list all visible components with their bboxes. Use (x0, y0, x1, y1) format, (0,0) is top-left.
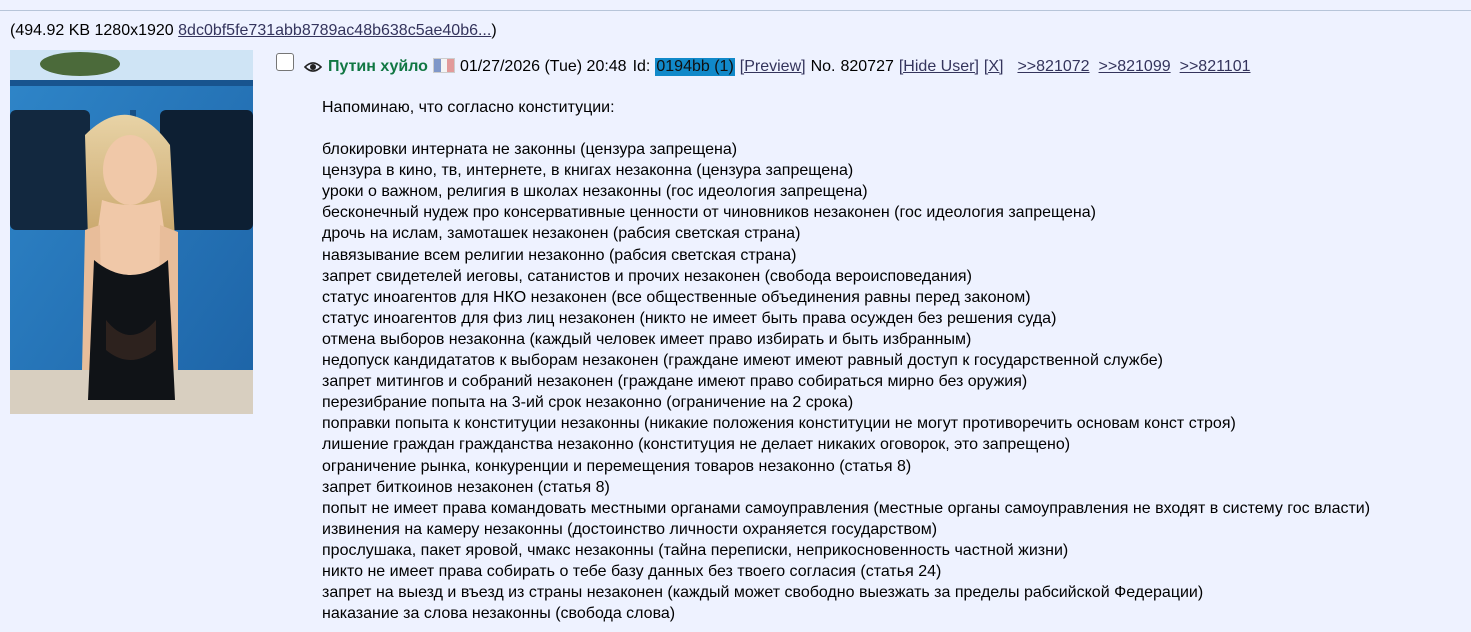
message-line: статус иноагентов для физ лиц незаконен (никто не имеет быть права осужден без решения суда) (322, 309, 1057, 327)
message-line: цензура в кино, тв, интернете, в книгах незаконна (цензура запрещена) (322, 162, 854, 180)
message-line: поправки попыта к конституции незаконны (никакие положения конституции не могут противоречить основам конст строя) (322, 415, 1236, 433)
post-datetime: 01/27/2026 (Tue) 20:48 (459, 58, 627, 75)
flag-france-icon (433, 58, 455, 73)
reply-backlink[interactable]: >>821072 (1017, 58, 1090, 75)
post-image-thumbnail[interactable] (10, 50, 253, 414)
message-line: лишение граждан гражданства незаконно (конституция не делает никаких оговорок, это запрещено) (322, 436, 1071, 454)
post-select-checkbox[interactable] (276, 53, 294, 71)
message-line: перезибрание попыта на 3-ий срок незаконно (ограничение на 2 срока) (322, 394, 854, 412)
hide-user-link[interactable]: [Hide User] (898, 58, 979, 75)
divider (0, 10, 1471, 11)
message-line: запрет свидетелей иеговы, сатанистов и прочих незаконен (свобода вероисповедания) (322, 267, 972, 285)
message-line: недопуск кандидататов к выборам незаконен (граждане имеют имеют равный доступ к государственной службе) (322, 352, 1163, 370)
file-info-size: (494.92 KB 1280x1920 (10, 22, 179, 39)
eye-icon[interactable] (304, 61, 324, 73)
message-line: отмена выборов незаконна (каждый человек имеет право избирать и быть избранным) (322, 330, 972, 348)
message-line: навязывание всем религии незаконно (рабсия светская страна) (322, 246, 797, 264)
post-number-label: No. (810, 58, 836, 75)
message-line: запрет митингов и собраний незаконен (граждане имеют право собираться мирно без оружия) (322, 373, 1028, 391)
message-line: запрет биткоинов незаконен (статья 8) (322, 478, 610, 496)
message-line: дрочь на ислам, замоташек незаконен (рабсия светская страна) (322, 225, 801, 243)
id-label: Id: (632, 58, 651, 75)
close-post-link[interactable]: [X] (983, 58, 1004, 75)
message-line: уроки о важном, религия в школах незаконны (гос идеология запрещена) (322, 183, 868, 201)
message-line: никто не имеет права собирать о тебе базу данных без твоего согласия (статья 24) (322, 562, 942, 580)
message-line: наказание за слова незаконны (свобода слова) (322, 605, 676, 623)
message-line: извинения на камеру незаконны (достоинство личности охраняется государством) (322, 520, 938, 538)
reply-backlink[interactable]: >>821099 (1098, 58, 1171, 75)
reply-backlink[interactable]: >>821101 (1179, 58, 1251, 75)
file-info (10, 22, 497, 40)
file-info-suffix: ) (491, 22, 497, 39)
message-line: запрет на выезд и въезд из страны незаконен (каждый может свободно выезжать за пределы рабсийской Федерации) (322, 584, 1204, 602)
post-message (322, 97, 1370, 624)
message-line: ограничение рынка, конкуренции и перемещения товаров незаконно (статья 8) (322, 457, 912, 475)
file-hash-link[interactable]: 8dc0bf5fe731abb8789ac48b638c5ae40b6... (178, 22, 492, 39)
poster-id-badge[interactable]: 0194bb (1) (656, 58, 734, 75)
message-line: попыт не имеет права командовать местными органами самоуправления (местные органы самоуправления не входят в систему гос власти) (322, 499, 1371, 517)
message-line: прослушака, пакет яровой, чмакс незаконны (тайна переписки, неприкосновенность частной жизни) (322, 541, 1069, 559)
post-header (276, 56, 1251, 78)
preview-link[interactable]: [Preview] (739, 58, 806, 75)
poster-name: Путин хуйло (328, 58, 428, 75)
message-intro: Напоминаю, что согласно конституции: (322, 99, 615, 116)
post-number-link[interactable]: 820727 (840, 58, 894, 75)
message-line: статус иноагентов для НКО незаконен (все общественные объединения равны перед законом) (322, 288, 1031, 306)
message-line: блокировки интерната не законны (цензура запрещена) (322, 141, 738, 159)
message-line: бесконечный нудеж про консервативные ценности от чиновников незаконен (гос идеология запрещена) (322, 204, 1096, 222)
